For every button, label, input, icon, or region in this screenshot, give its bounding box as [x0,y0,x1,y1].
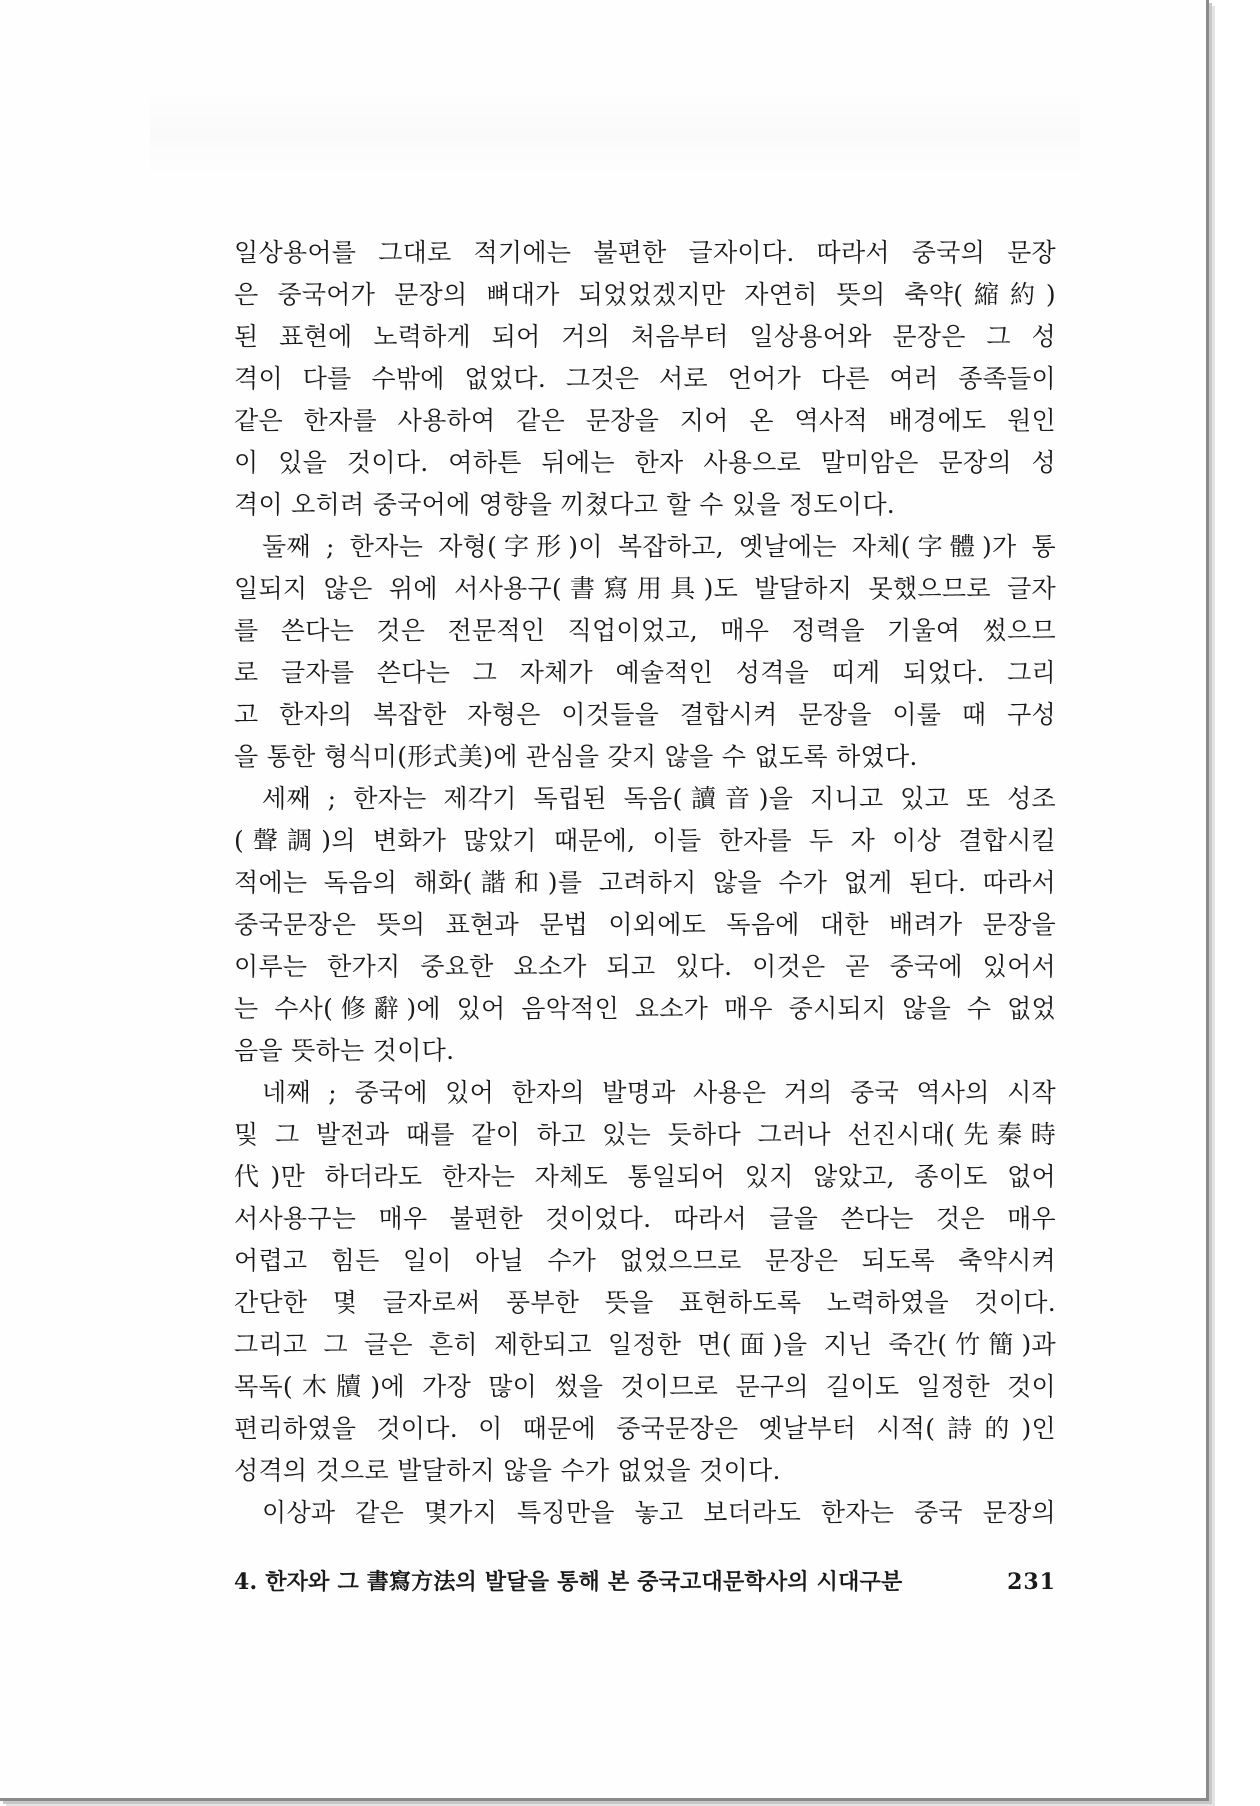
text-line: 고 한자의 복잡한 자형은 이것들을 결합시켜 문장을 이룰 때 구성 [234,700,1056,729]
paragraph-second-start: 둘째 ; 한자는 자형(字形)이 복잡하고, 옛날에는 자체(字體)가 통 [262,532,1056,561]
text-line: 격이 다를 수밖에 없었다. 그것은 서로 언어가 다른 여러 종족들이 [234,364,1056,393]
text-line: 는 수사(修辭)에 있어 음악적인 요소가 매우 중시되지 않을 수 없었 [234,994,1056,1023]
text-line: 서사용구는 매우 불편한 것이었다. 따라서 글을 쓴다는 것은 매우 [234,1204,1056,1233]
text-line: 간단한 몇 글자로써 풍부한 뜻을 표현하도록 노력하였을 것이다. [234,1288,1056,1317]
text-line: 음을 뜻하는 것이다. [234,1036,455,1065]
paragraph-third-start: 세째 ; 한자는 제각기 독립된 독음(讀音)을 지니고 있고 또 성조 [262,784,1056,813]
text-line: 적에는 독음의 해화(諧和)를 고려하지 않을 수가 없게 된다. 따라서 [234,868,1056,897]
text-line: 및 그 발전과 때를 같이 하고 있는 듯하다 그러나 선진시대(先秦時 [234,1120,1056,1149]
text-line: 편리하였을 것이다. 이 때문에 중국문장은 옛날부터 시적(詩的)인 [234,1414,1056,1443]
text-line: 일상용어를 그대로 적기에는 불편한 글자이다. 따라서 중국의 문장 [234,238,1056,267]
text-line: 을 통한 형식미(形式美)에 관심을 갖지 않을 수 없도록 하였다. [234,742,918,771]
scan-shading [150,88,1080,178]
text-line: 은 중국어가 문장의 뼈대가 되었었겠지만 자연히 뜻의 축약(縮約) [234,280,1056,309]
text-line: 이루는 한가지 중요한 요소가 되고 있다. 이것은 곧 중국에 있어서 [234,952,1056,981]
text-line: 代)만 하더라도 한자는 자체도 통일되어 있지 않았고, 종이도 없어 [234,1162,1056,1191]
body-text [234,232,1056,1534]
text-line: 같은 한자를 사용하여 같은 문장을 지어 온 역사적 배경에도 원인 [234,406,1056,435]
text-line: 성격의 것으로 발달하지 않을 수가 없었을 것이다. [234,1456,781,1485]
running-footer [234,1562,1056,1602]
text-line: 그리고 그 글은 흔히 제한되고 일정한 면(面)을 지닌 죽간(竹簡)과 [234,1330,1056,1359]
chapter-title: 4. 한자와 그 書寫方法의 발달을 통해 본 중국고대문학사의 시대구분 [234,1569,903,1595]
text-line: 를 쓴다는 것은 전문적인 직업이었고, 매우 정력을 기울여 썼으므 [234,616,1056,645]
text-line: 된 표현에 노력하게 되어 거의 처음부터 일상용어와 문장은 그 성 [234,322,1056,351]
text-line: 로 글자를 쓴다는 그 자체가 예술적인 성격을 띠게 되었다. 그리 [234,658,1056,687]
text-line: 어렵고 힘든 일이 아닐 수가 없었으므로 문장은 되도록 축약시켜 [234,1246,1056,1275]
text-line: 이 있을 것이다. 여하튼 뒤에는 한자 사용으로 말미암은 문장의 성 [234,448,1056,477]
paragraph-fifth-start: 이상과 같은 몇가지 특징만을 놓고 보더라도 한자는 중국 문장의 [262,1498,1056,1527]
text-line: 일되지 않은 위에 서사용구(書寫用具)도 발달하지 못했으므로 글자 [234,574,1056,603]
text-line: 격이 오히려 중국어에 영향을 끼쳤다고 할 수 있을 정도이다. [234,490,896,519]
text-line: 중국문장은 뜻의 표현과 문법 이외에도 독음에 대한 배려가 문장을 [234,910,1056,939]
paragraph-fourth-start: 네째 ; 중국에 있어 한자의 발명과 사용은 거의 중국 역사의 시작 [262,1078,1056,1107]
text-line: (聲調)의 변화가 많았기 때문에, 이들 한자를 두 자 이상 결합시킬 [234,826,1056,855]
page-number: 231 [1007,1569,1056,1595]
text-line: 목독(木牘)에 가장 많이 썼을 것이므로 문구의 길이도 일정한 것이 [234,1372,1056,1401]
